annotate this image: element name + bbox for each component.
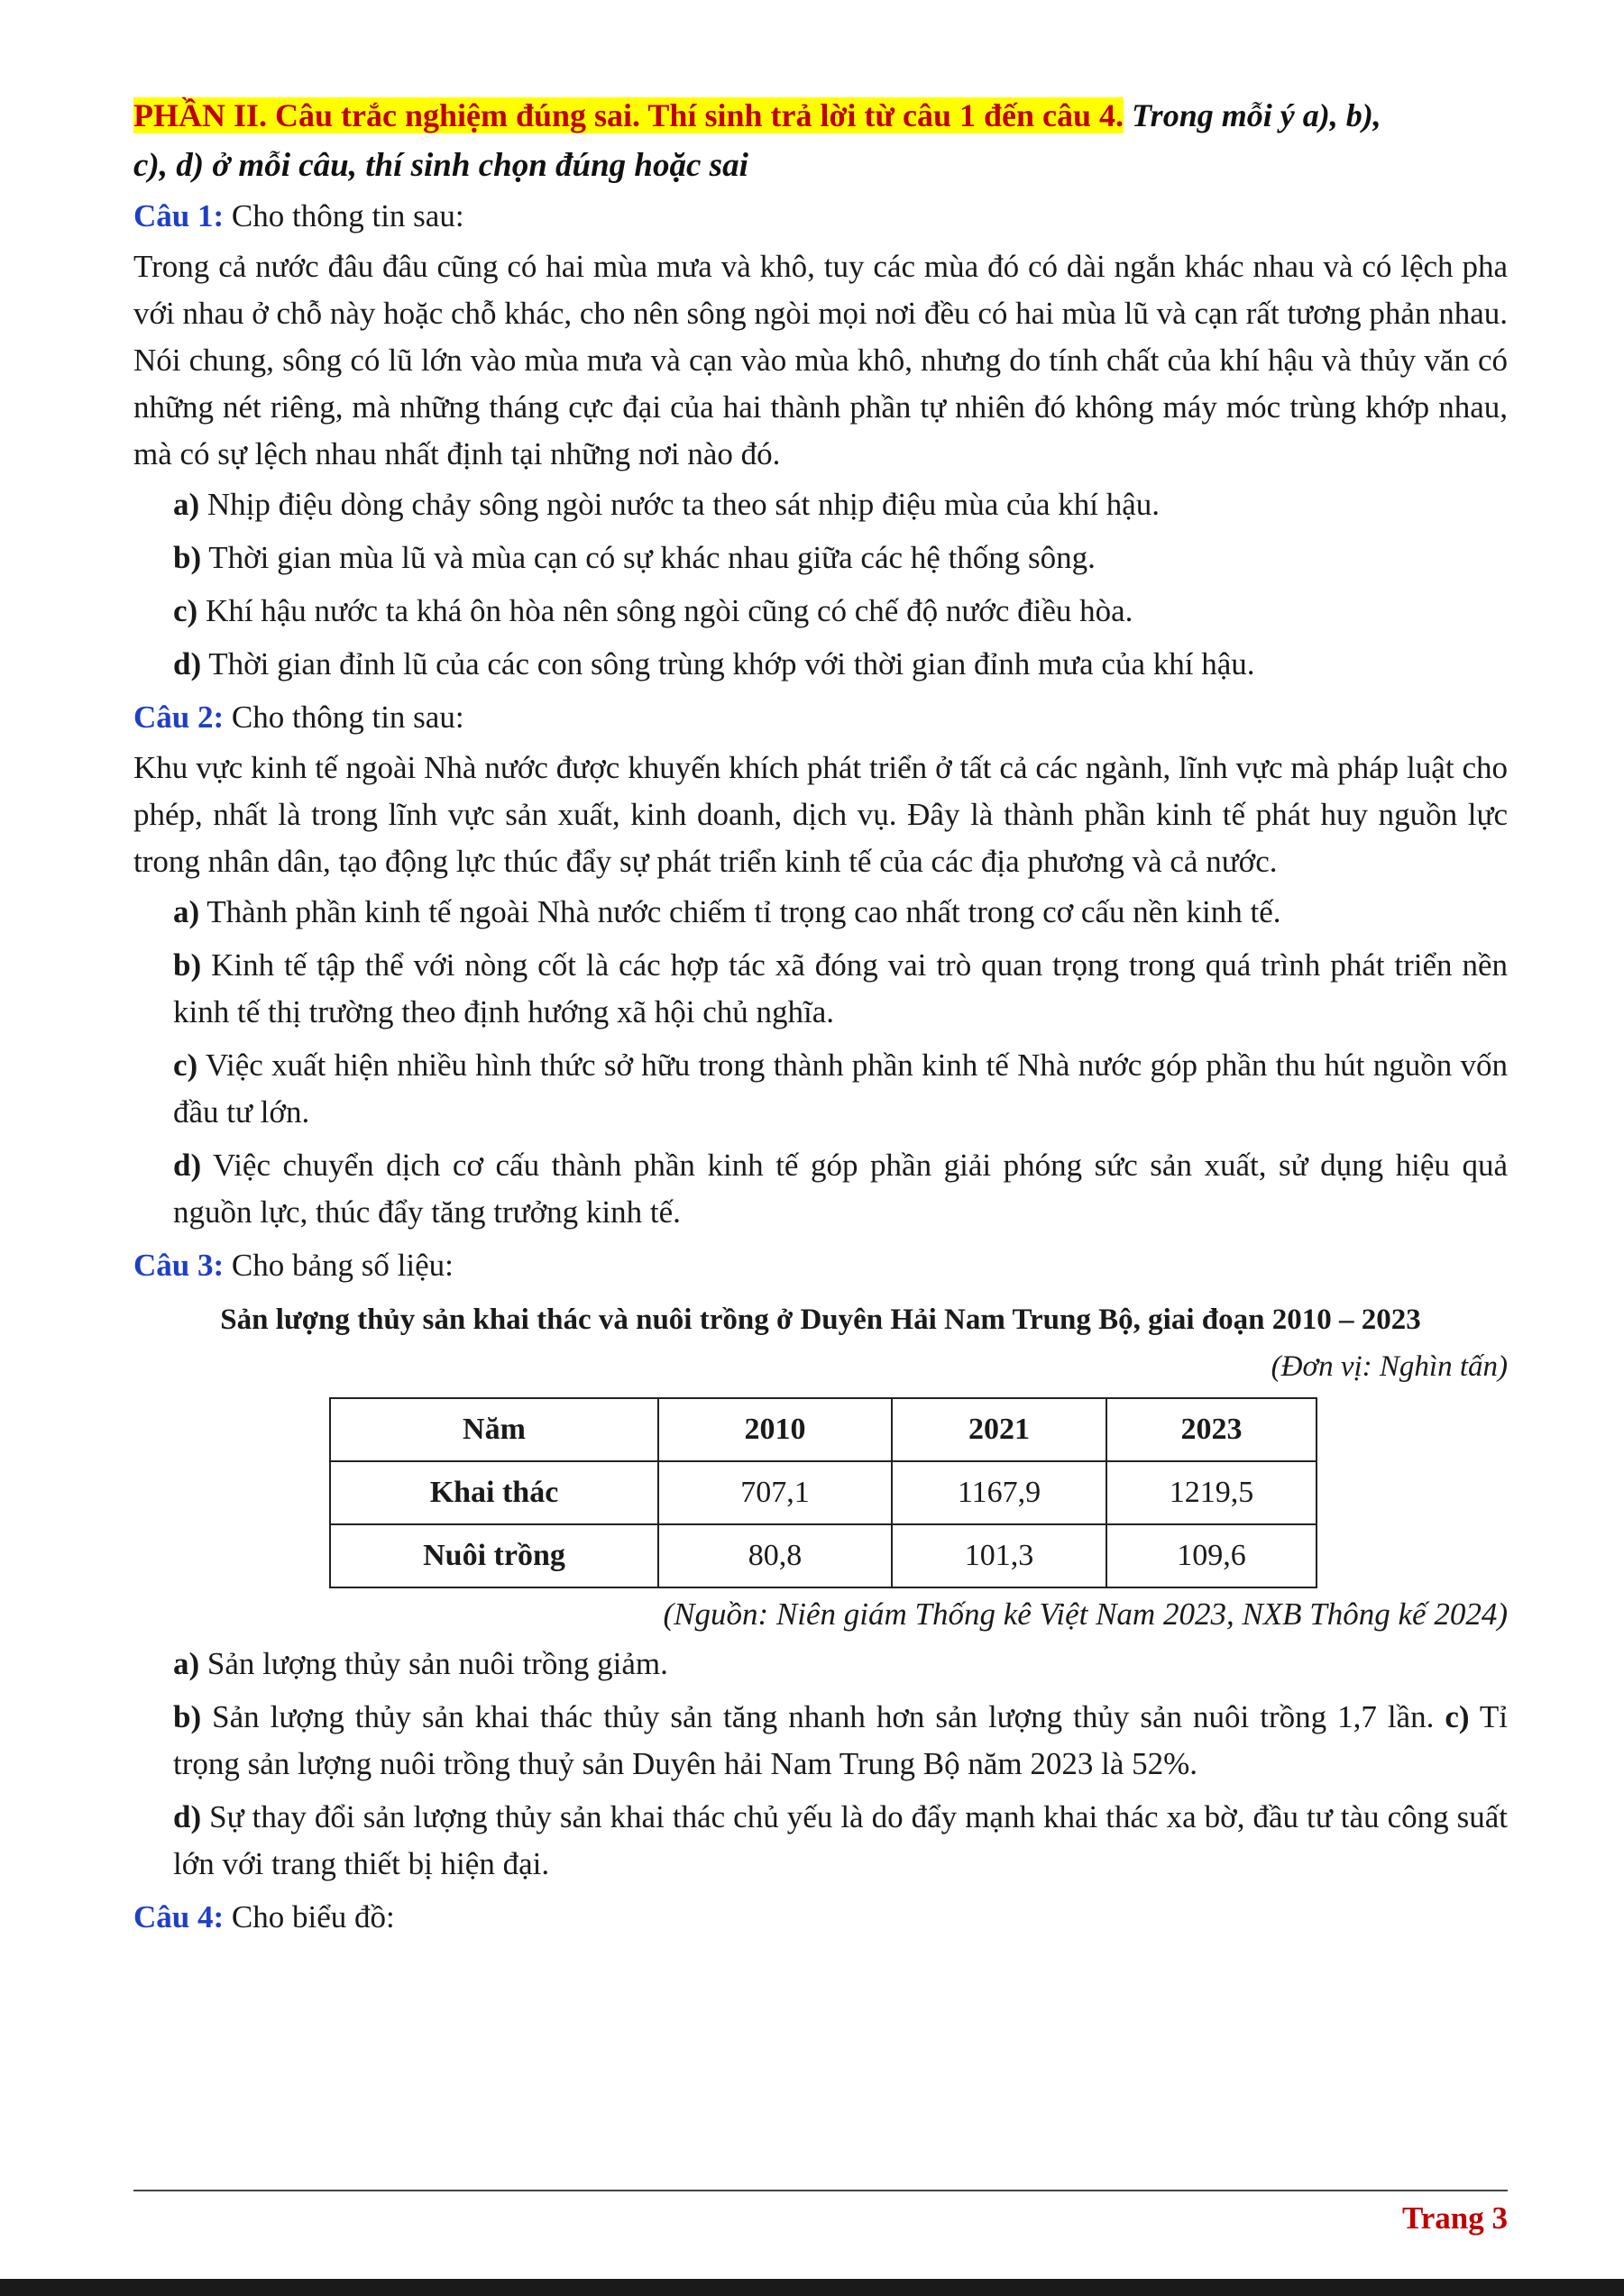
table-unit: (Đơn vị: Nghìn tấn) xyxy=(1271,1350,1508,1383)
table-header-cell: 2023 xyxy=(1106,1398,1317,1461)
section-instruction: Trong mỗi ý a), b), xyxy=(1132,97,1381,133)
question-2-heading xyxy=(133,694,1508,741)
question-2-options xyxy=(133,889,1508,1236)
table-cell: 707,1 xyxy=(658,1461,892,1524)
question-2-prompt: Cho thông tin sau: xyxy=(231,700,464,735)
question-2-option-a[interactable] xyxy=(133,889,1508,936)
question-4 xyxy=(133,1894,1508,1941)
table-header-cell: Năm xyxy=(330,1398,658,1461)
table-caption: Sản lượng thủy sản khai thác và nuôi trồng ở Duyên Hải Nam Trung Bộ, giai đoạn 2010 – 2023 xyxy=(220,1304,1421,1336)
bottom-border xyxy=(0,2279,1624,2296)
section-title: PHẦN II. Câu trắc nghiệm đúng sai. Thí sinh trả lời từ câu 1 đến câu 4. xyxy=(133,97,1124,133)
option-text: Thời gian mùa lũ và mùa cạn có sự khác nhau giữa các hệ thống sông. xyxy=(208,540,1096,575)
question-3-option-d[interactable] xyxy=(133,1794,1508,1888)
question-2-option-c[interactable] xyxy=(133,1042,1508,1136)
footer-divider xyxy=(133,2190,1508,2191)
question-3-label: Câu 3: xyxy=(133,1248,225,1283)
table-cell: 1167,9 xyxy=(892,1461,1106,1524)
option-key: d) xyxy=(173,646,202,681)
option-key: a) xyxy=(173,894,200,929)
table-header-cell: 2021 xyxy=(892,1398,1106,1461)
question-4-heading xyxy=(133,1894,1508,1941)
question-1-label: Câu 1: xyxy=(133,198,225,233)
question-3-options-b-c xyxy=(133,1694,1508,1788)
question-4-prompt: Cho biểu đồ: xyxy=(231,1899,395,1935)
question-1-heading xyxy=(133,193,1508,240)
table-cell: 109,6 xyxy=(1106,1524,1317,1587)
question-2 xyxy=(133,694,1508,1236)
table-cell: 1219,5 xyxy=(1106,1461,1317,1524)
table-source: (Nguồn: Niên giám Thống kê Việt Nam 2023, NXB Thông kế 2024) xyxy=(663,1596,1508,1632)
section-instruction-cont: c), d) ở mỗi câu, thí sinh chọn đúng hoặc sai xyxy=(133,147,748,184)
option-text: Sự thay đổi sản lượng thủy sản khai thác chủ yếu là do đẩy mạnh khai thác xa bờ, đầu tư tàu công suất lớn với trang thiết bị hiện đại. xyxy=(173,1799,1509,1881)
question-2-passage: Khu vực kinh tế ngoài Nhà nước được khuyến khích phát triển ở tất cả các ngành, lĩnh vực mà pháp luật cho phép, nhất là trong lĩnh vực sản xuất, kinh doanh, dịch vụ. Đây là thành phần kinh tế phát huy nguồn lực trong nhân dân, tạo động lực thúc đẩy sự phát triển kinh tế của các địa phương và cả nước. xyxy=(133,750,1508,879)
question-3-prompt: Cho bảng số liệu: xyxy=(231,1248,454,1283)
question-3-option-a[interactable] xyxy=(133,1641,1508,1688)
option-key: d) xyxy=(173,1148,202,1183)
option-text: Việc xuất hiện nhiều hình thức sở hữu trong thành phần kinh tế Nhà nước góp phần thu hút nguồn vốn đầu tư lớn. xyxy=(173,1047,1508,1130)
option-key: a) xyxy=(173,1646,200,1681)
question-3-option-b[interactable] xyxy=(173,1699,1445,1734)
question-2-label: Câu 2: xyxy=(133,700,225,735)
option-text: Nhịp điệu dòng chảy sông ngòi nước ta theo sát nhịp điệu mùa của khí hậu. xyxy=(206,487,1161,522)
section-header-line-1 xyxy=(133,90,1508,141)
question-2-option-d[interactable] xyxy=(133,1142,1508,1236)
question-1 xyxy=(133,193,1508,688)
question-3-heading xyxy=(133,1242,1508,1289)
table-cell: 80,8 xyxy=(658,1524,892,1587)
question-4-label: Câu 4: xyxy=(133,1899,225,1935)
question-2-option-b[interactable] xyxy=(133,942,1508,1036)
table-row-header: Khai thác xyxy=(330,1461,658,1524)
option-key: b) xyxy=(173,1699,202,1734)
option-key: c) xyxy=(173,593,198,628)
question-1-option-a[interactable] xyxy=(133,481,1508,528)
data-table xyxy=(329,1397,1317,1588)
option-text: Việc chuyển dịch cơ cấu thành phần kinh tế góp phần giải phóng sức sản xuất, sử dụng hiệu quả nguồn lực, thúc đẩy tăng trưởng kinh tế. xyxy=(173,1148,1508,1230)
question-1-passage: Trong cả nước đâu đâu cũng có hai mùa mưa và khô, tuy các mùa đó có dài ngắn khác nhau và có lệch pha với nhau ở chỗ này hoặc chỗ khác, cho nên sông ngòi mọi nơi đều có hai mùa lũ và cạn rất tương phản nhau. Nói chung, sông có lũ lớn vào mùa mưa và cạn vào mùa khô, nhưng do tính chất của khí hậu và thủy văn có những nét riêng, mà những tháng cực đại của hai thành phần tự nhiên đó không máy móc trùng khớp nhau, mà có sự lệch nhau nhất định tại những nơi nào đó. xyxy=(133,249,1508,471)
option-key: c) xyxy=(173,1047,198,1083)
table-cell: 101,3 xyxy=(892,1524,1106,1587)
option-key: a) xyxy=(173,487,200,522)
option-text: Kinh tế tập thể với nòng cốt là các hợp tác xã đóng vai trò quan trọng trong quá trình phát triển nền kinh tế thị trường theo định hướng xã hội chủ nghĩa. xyxy=(173,947,1509,1029)
table-header-row xyxy=(330,1398,1317,1461)
question-3-options xyxy=(133,1641,1508,1888)
question-1-prompt: Cho thông tin sau: xyxy=(231,198,464,233)
table-row-header: Nuôi trồng xyxy=(330,1524,658,1587)
table-header-cell: 2010 xyxy=(658,1398,892,1461)
option-text: Thành phần kinh tế ngoài Nhà nước chiếm tỉ trọng cao nhất trong cơ cấu nền kinh tế. xyxy=(206,894,1281,929)
question-1-option-c[interactable] xyxy=(133,588,1508,635)
option-key: b) xyxy=(173,947,202,983)
table-row xyxy=(330,1461,1317,1524)
question-3 xyxy=(133,1242,1508,1888)
question-1-option-d[interactable] xyxy=(133,641,1508,688)
option-text: Sản lượng thủy sản nuôi trồng giảm. xyxy=(206,1646,668,1681)
section-header xyxy=(133,90,1508,191)
option-text: Thời gian đỉnh lũ của các con sông trùng khớp với thời gian đỉnh mưa của khí hậu. xyxy=(208,646,1255,681)
option-key: d) xyxy=(173,1799,202,1834)
option-text: Tỉ trọng sản lượng nuôi trồng thuỷ sản Duyên hải Nam Trung Bộ năm 2023 là 52%. xyxy=(173,1699,1509,1781)
option-text: Sản lượng thủy sản khai thác thủy sản tăng nhanh hơn sản lượng thủy sản nuôi trồng 1,7 lần. xyxy=(212,1699,1435,1734)
question-1-options xyxy=(133,481,1508,688)
exam-page xyxy=(133,0,1508,1941)
option-key: c) xyxy=(1445,1699,1470,1734)
table-row xyxy=(330,1524,1317,1587)
question-1-option-b[interactable] xyxy=(133,535,1508,581)
page-number: Trang 3 xyxy=(1402,2200,1508,2236)
option-key: b) xyxy=(173,540,202,575)
option-text: Khí hậu nước ta khá ôn hòa nên sông ngòi cũng có chế độ nước điều hòa. xyxy=(205,593,1133,628)
